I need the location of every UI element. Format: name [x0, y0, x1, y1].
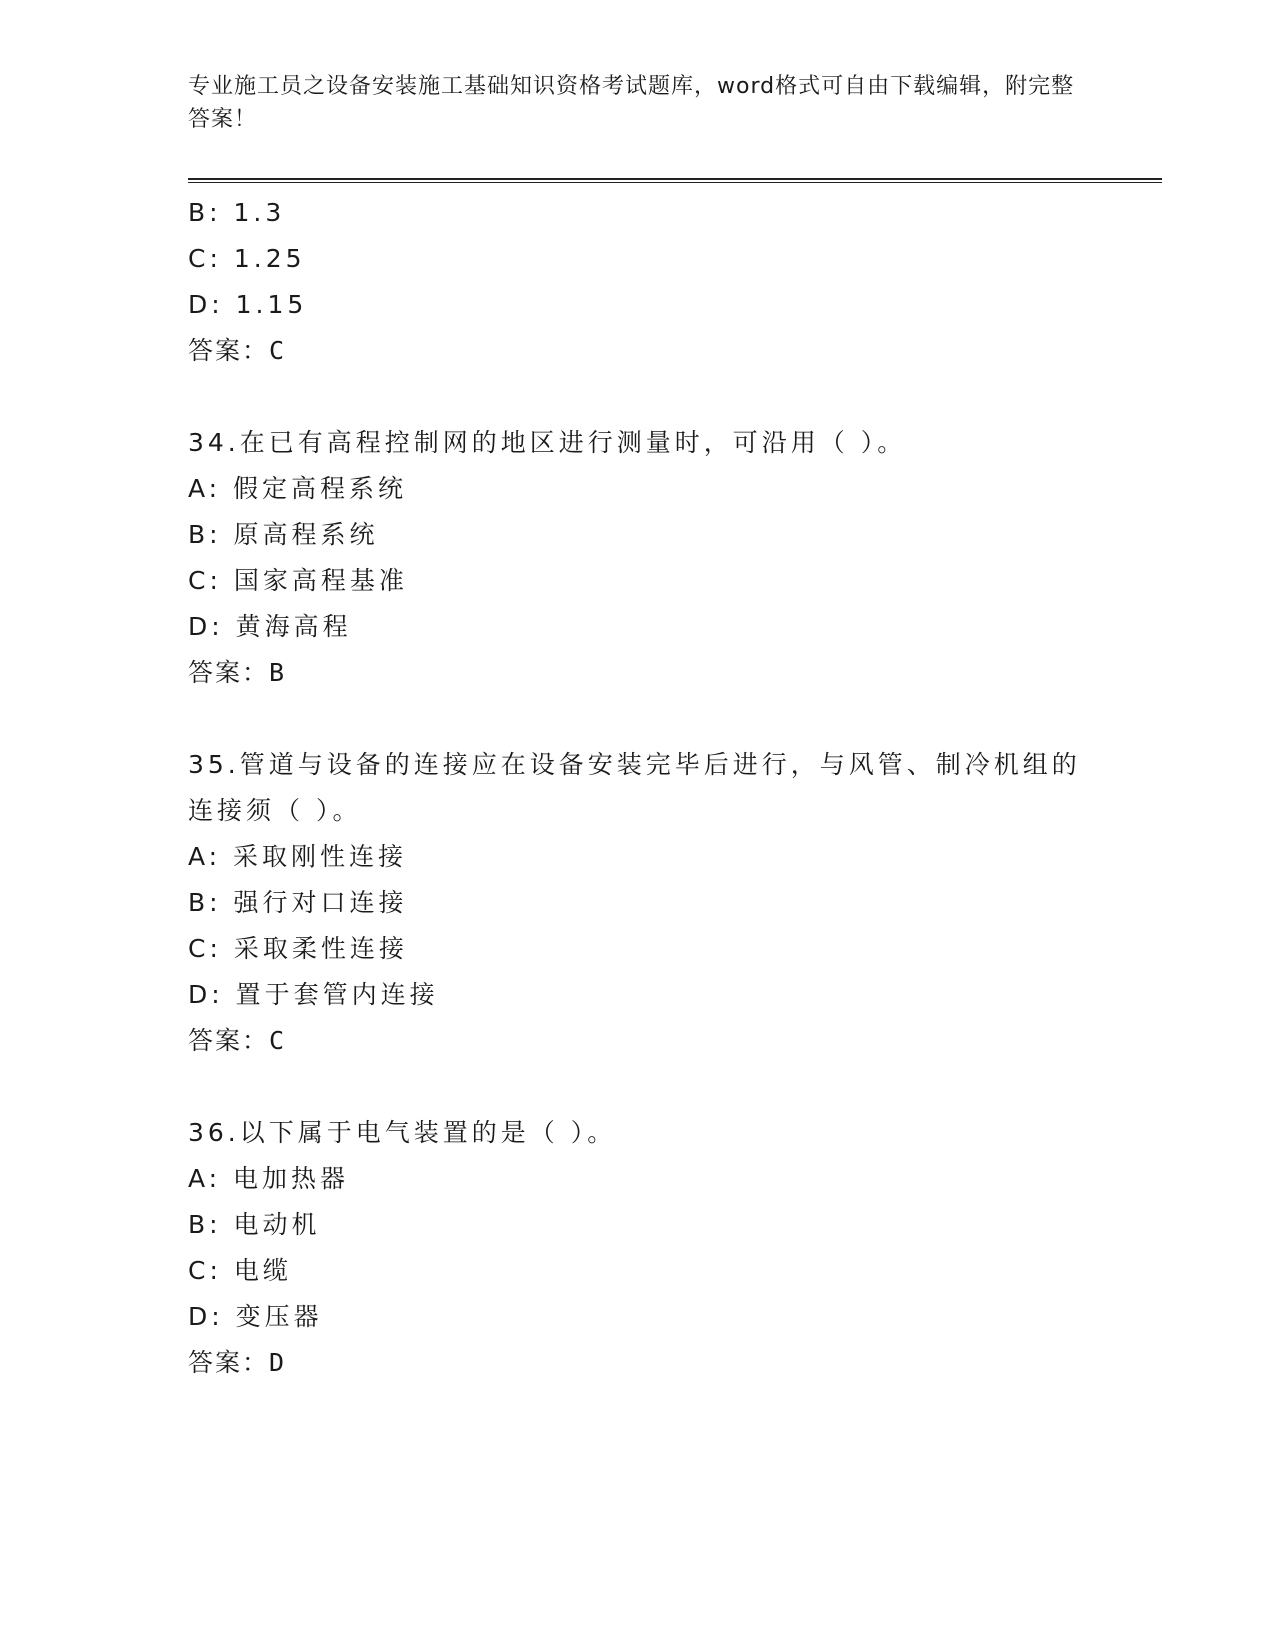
question-stem: 34.在已有高程控制网的地区进行测量时，可沿用（ ）。	[188, 428, 907, 457]
question-stem: 35.管道与设备的连接应在设备安装完毕后进行，与风管、制冷机组的连接须（ ）。	[188, 750, 1081, 825]
option-item: D: 置于套管内连接	[188, 980, 439, 1009]
option-item: C: 采取柔性连接	[188, 934, 408, 963]
option-item: B: 原高程系统	[188, 520, 379, 549]
option-item: A: 假定高程系统	[188, 474, 408, 503]
answer-line: 答案：C	[188, 1026, 285, 1055]
header-text: 专业施工员之设备安装施工基础知识资格考试题库，word格式可自由下载编辑，附完整答案！	[188, 74, 1075, 132]
answer-line: 答案：B	[188, 658, 285, 687]
option-item: A: 采取刚性连接	[188, 842, 408, 871]
question-block	[188, 742, 1148, 1064]
answer-line: 答案：D	[188, 1348, 285, 1377]
prev-question-tail	[188, 190, 1148, 374]
page-header	[188, 70, 1088, 136]
option-item: A: 电加热器	[188, 1164, 350, 1193]
header-divider	[188, 178, 1162, 183]
question-list	[188, 190, 1148, 1386]
option-item: C: 1.25	[188, 244, 306, 273]
option-item: D: 黄海高程	[188, 612, 352, 641]
option-item: C: 国家高程基准	[188, 566, 408, 595]
question-stem: 36.以下属于电气装置的是（ ）。	[188, 1118, 617, 1147]
option-item: B: 电动机	[188, 1210, 321, 1239]
question-block	[188, 1110, 1148, 1386]
option-item: B: 1.3	[188, 198, 286, 227]
option-item: D: 1.15	[188, 290, 308, 319]
option-item: C: 电缆	[188, 1256, 292, 1285]
question-block	[188, 420, 1148, 696]
option-item: D: 变压器	[188, 1302, 323, 1331]
option-item: B: 强行对口连接	[188, 888, 408, 917]
answer-line: 答案：C	[188, 336, 285, 365]
